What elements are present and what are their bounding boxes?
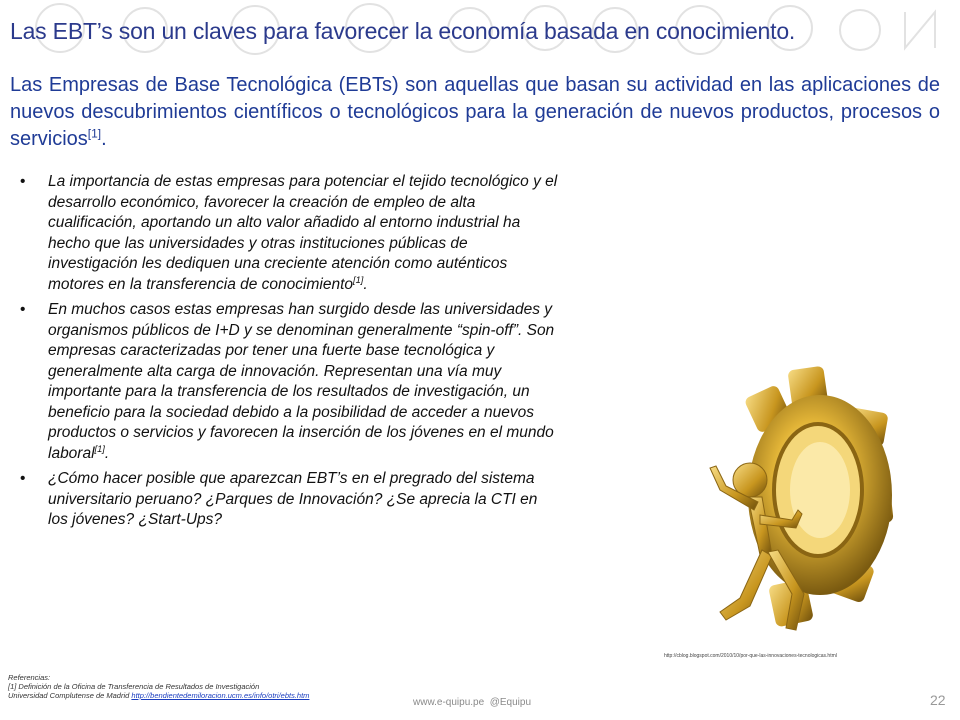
- bullet-text: ¿Cómo hacer posible que aparezcan EBT’s en el pregrado del sistema universitario peruano? ¿Parques de Innovación? ¿Se aprecia la CTI en los jóvenes? ¿Start-Ups?: [48, 470, 538, 528]
- intro-text: Las Empresas de Base Tecnológica (EBTs) son aquellas que basan su actividad en las aplicaciones de nuevos descubrimientos científicos o tecnológicos para la generación de nuevos productos, procesos o servicios: [10, 74, 940, 150]
- footer-site: [413, 697, 531, 708]
- bullet-text: En muchos casos estas empresas han surgido desde las universidades y organismos públicos de I+D y se denominan generalmente “spin-off”. Son empresas caracterizadas por tener una fuerte base tecnológica y generalmente alta carga de innovación. Representan una vía muy importante para la transferencia de los resultados de investigación, un beneficio para la sociedad debido a la posibilidad de acceder a nuevos productos o servicios y favorecen la inserción de los jóvenes en el mundo laboral: [48, 301, 555, 462]
- gear-shape: [744, 366, 894, 628]
- footer-url: www.e-quipu.pe: [413, 697, 485, 708]
- image-credit: http://cblog.blogspot.com/2010/10/por-que-las-innovaciones-tecnologicas.html: [664, 653, 837, 659]
- bullet-item-3: [18, 469, 558, 531]
- bullet-footnote-ref: [1]: [353, 274, 364, 285]
- intro-footnote-ref: [1]: [87, 126, 102, 141]
- page-number: 22: [930, 692, 946, 708]
- footer-handle: @Equipu: [489, 697, 532, 708]
- bullet-end: .: [104, 444, 110, 462]
- gear-figure-illustration: [680, 350, 900, 650]
- reference-2: [8, 691, 428, 700]
- intro-paragraph: [10, 72, 940, 153]
- bullet-footnote-ref: [1]: [94, 443, 105, 454]
- reference-link[interactable]: http://bendientedemiloracion.ucm.es/info/otri/ebts.htm: [131, 691, 310, 700]
- slide-title: Las EBT’s son un claves para favorecer la economía basada en conocimiento.: [10, 18, 796, 44]
- bullet-item-2: [18, 300, 558, 464]
- reference-1: [1] Definición de la Oficina de Transferencia de Resultados de Investigación: [8, 682, 260, 691]
- references: [8, 673, 428, 700]
- bullet-list: [18, 172, 558, 536]
- references-heading: Referencias:: [8, 673, 51, 682]
- reference-2-source: Universidad Complutense de Madrid: [8, 691, 130, 700]
- bullet-end: .: [363, 275, 368, 293]
- bullet-text: La importancia de estas empresas para potenciar el tejido tecnológico y el desarrollo económico, favorecer la creación de empleo de alta cualificación, aportando un alto valor añadido al entorno industrial ha hecho que las universidades y otras instituciones públicas de investigación les dediquen una creciente atención como auténticos motores en la transferencia de conocimiento: [48, 173, 558, 293]
- intro-end: .: [101, 128, 107, 150]
- bullet-item-1: [18, 172, 558, 295]
